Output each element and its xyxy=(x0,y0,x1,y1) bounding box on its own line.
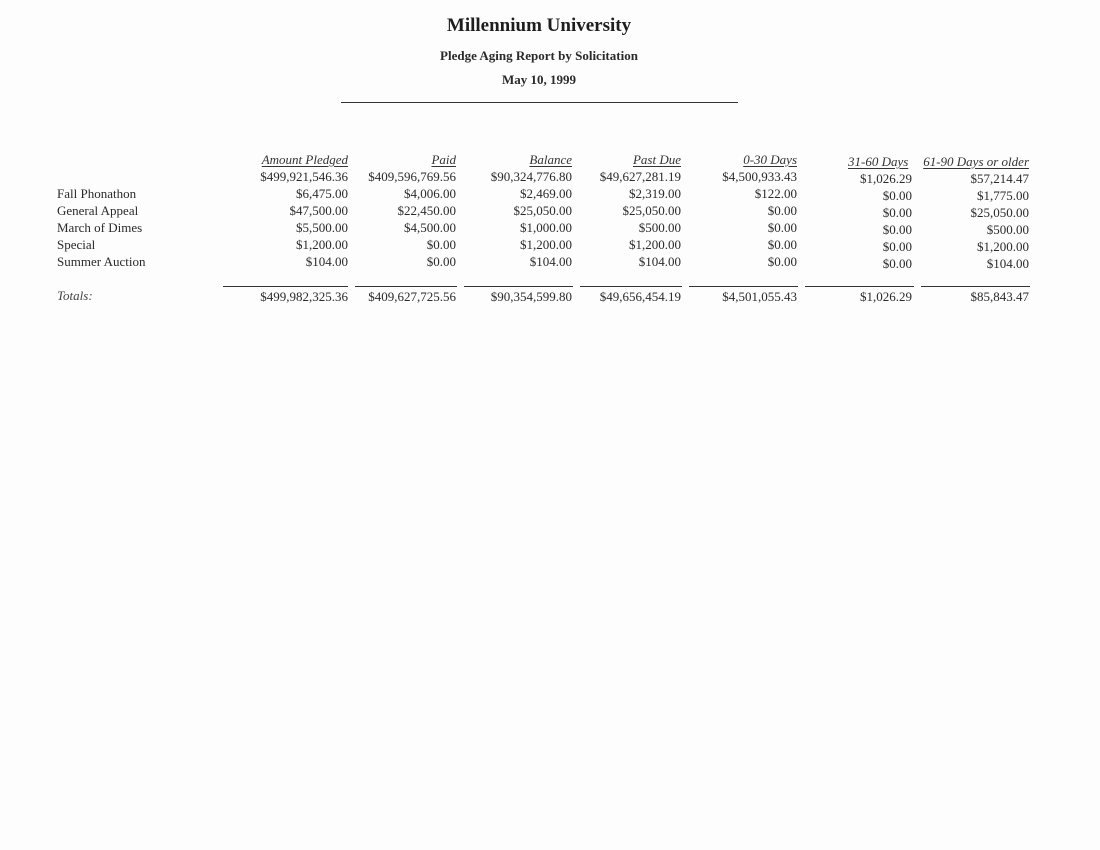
total-balance: $90,354,599.80 xyxy=(490,289,572,304)
total-paid: $409,627,725.56 xyxy=(368,289,456,304)
totals-rule xyxy=(921,286,1030,287)
col-header-past-due: Past Due xyxy=(632,152,681,167)
table-cell: $104.00 xyxy=(986,256,1029,271)
table-cell: $500.00 xyxy=(986,222,1029,237)
table-cell: $104.00 xyxy=(638,254,681,269)
table-cell: $0.00 xyxy=(767,254,797,269)
table-cell: $122.00 xyxy=(754,186,797,201)
totals-rule xyxy=(689,286,798,287)
table-cell: $4,500.00 xyxy=(404,220,456,235)
col-header-31-60-days: 31-60 Days xyxy=(848,154,909,169)
totals-rule xyxy=(805,286,914,287)
row-label-special: Special xyxy=(57,237,96,252)
summary-balance: $90,324,776.80 xyxy=(490,169,572,184)
table-cell: $0.00 xyxy=(882,205,912,220)
totals-rule xyxy=(223,286,348,287)
col-header-61-90-days: 61-90 Days or older xyxy=(923,154,1029,169)
total-0-30-days: $4,501,055.43 xyxy=(722,289,797,304)
summary-31-60-days: $1,026.29 xyxy=(860,171,912,186)
table-cell: $0.00 xyxy=(767,237,797,252)
totals-rule xyxy=(355,286,457,287)
table-cell: $5,500.00 xyxy=(296,220,348,235)
summary-past-due: $49,627,281.19 xyxy=(599,169,681,184)
col-header-amount-pledged: Amount Pledged xyxy=(261,152,348,167)
table-cell: $0.00 xyxy=(426,237,456,252)
table-cell: $4,006.00 xyxy=(404,186,456,201)
summary-paid: $409,596,769.56 xyxy=(368,169,456,184)
report-title: Millennium University xyxy=(446,15,632,36)
table-cell: $0.00 xyxy=(767,220,797,235)
total-past-due: $49,656,454.19 xyxy=(599,289,681,304)
table-cell: $1,200.00 xyxy=(520,237,572,252)
table-cell: $1,200.00 xyxy=(296,237,348,252)
table-cell: $25,050.00 xyxy=(513,203,572,218)
table-cell: $1,000.00 xyxy=(520,220,572,235)
col-header-0-30-days: 0-30 Days xyxy=(743,152,797,167)
table-cell: $0.00 xyxy=(882,256,912,271)
row-label-fall-phonathon: Fall Phonathon xyxy=(57,186,137,201)
table-cell: $0.00 xyxy=(882,188,912,203)
table-cell: $0.00 xyxy=(426,254,456,269)
table-cell: $1,775.00 xyxy=(977,188,1029,203)
table-cell: $500.00 xyxy=(638,220,681,235)
table-cell: $0.00 xyxy=(882,222,912,237)
total-61-90-days: $85,843.47 xyxy=(970,289,1029,304)
row-label-summer-auction: Summer Auction xyxy=(57,254,146,269)
table-cell: $0.00 xyxy=(882,239,912,254)
table-cell: $25,050.00 xyxy=(970,205,1029,220)
table-cell: $104.00 xyxy=(529,254,572,269)
table-cell: $2,319.00 xyxy=(629,186,681,201)
totals-rule xyxy=(580,286,682,287)
col-header-paid: Paid xyxy=(431,152,456,167)
row-label-march-of-dimes: March of Dimes xyxy=(57,220,143,235)
row-label-general-appeal: General Appeal xyxy=(57,203,139,218)
report-header xyxy=(340,14,738,88)
report-date: May 10, 1999 xyxy=(501,72,577,87)
table-cell: $2,469.00 xyxy=(520,186,572,201)
total-amount-pledged: $499,982,325.36 xyxy=(260,289,348,304)
table-cell: $104.00 xyxy=(305,254,348,269)
table-cell: $47,500.00 xyxy=(289,203,348,218)
totals-label: Totals: xyxy=(57,288,93,303)
summary-0-30-days: $4,500,933.43 xyxy=(722,169,797,184)
table-cell: $22,450.00 xyxy=(397,203,456,218)
table-cell: $25,050.00 xyxy=(622,203,681,218)
total-31-60-days: $1,026.29 xyxy=(860,289,912,304)
table-cell: $1,200.00 xyxy=(629,237,681,252)
summary-61-90-days: $57,214.47 xyxy=(970,171,1029,186)
col-header-balance: Balance xyxy=(529,152,572,167)
table-cell: $6,475.00 xyxy=(296,186,348,201)
table-cell: $0.00 xyxy=(767,203,797,218)
totals-rule xyxy=(464,286,573,287)
table-cell: $1,200.00 xyxy=(977,239,1029,254)
report-subtitle: Pledge Aging Report by Solicitation xyxy=(440,48,638,63)
header-divider xyxy=(341,102,738,103)
summary-amount-pledged: $499,921,546.36 xyxy=(260,169,348,184)
